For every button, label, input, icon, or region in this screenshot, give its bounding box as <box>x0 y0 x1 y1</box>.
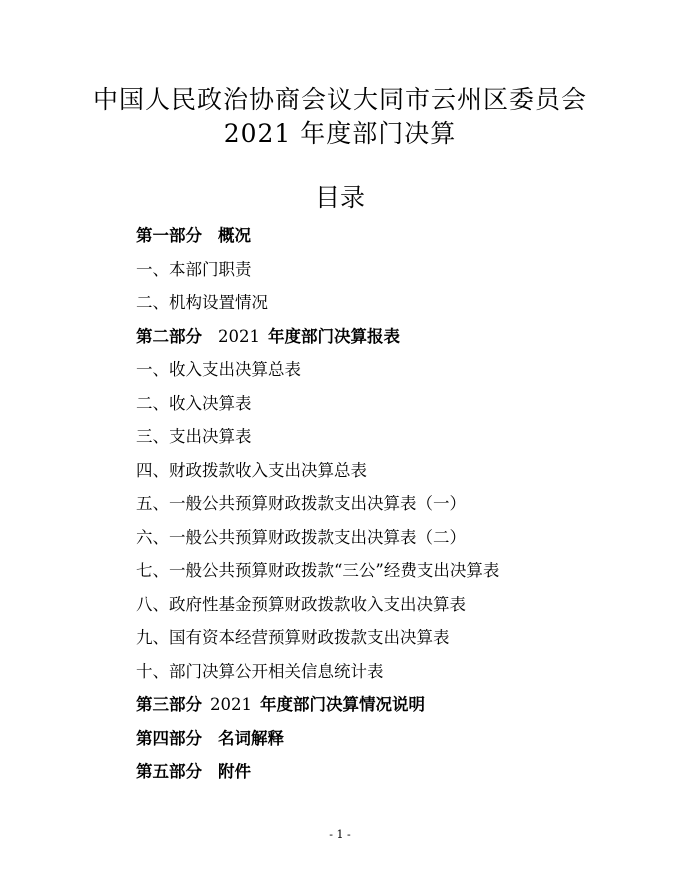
toc-part-5-title: 附件 <box>218 762 251 781</box>
toc-part-5-label: 第五部分 <box>136 762 202 781</box>
toc-part-5 <box>136 755 499 789</box>
toc-item-report-3: 三、支出决算表 <box>136 427 252 446</box>
document-title-line-1: 中国人民政治协商会议大同市云州区委员会 <box>92 85 587 114</box>
toc-item-report-8: 八、政府性基金预算财政拨款收入支出决算表 <box>136 594 466 614</box>
toc-part-3-title: 年度部门决算情况说明 <box>260 695 425 714</box>
toc-part-3-year: 2021 <box>210 695 252 714</box>
toc-item-responsibilities: 一、本部门职责 <box>136 259 252 279</box>
toc-item-report-9: 九、国有资本经营预算财政拨款支出决算表 <box>136 628 450 647</box>
toc-item-report-5: 五、一般公共预算财政拨款支出决算表（一） <box>136 494 466 513</box>
toc-item-report-7: 七、一般公共预算财政拨款“三公”经费支出决算表 <box>136 561 500 580</box>
toc-part-2-year: 2021 <box>218 326 260 346</box>
toc-item-report-4: 四、财政拨款收入支出决算总表 <box>136 460 367 480</box>
table-of-contents <box>136 219 499 789</box>
toc-part-2-title: 年度部门决算报表 <box>268 326 400 346</box>
toc-part-2-label: 第二部分 <box>136 326 202 346</box>
toc-item-report-10: 十、部门决算公开相关信息统计表 <box>136 661 384 681</box>
toc-item-organization: 二、机构设置情况 <box>136 293 268 312</box>
page-number: - 1 - <box>329 828 351 841</box>
toc-item-report-1: 一、收入支出决算总表 <box>136 360 301 379</box>
toc-part-1 <box>136 219 499 253</box>
toc-part-4-title: 名词解释 <box>218 728 284 748</box>
toc-part-4 <box>136 722 499 756</box>
toc-part-3 <box>136 688 499 722</box>
toc-item-report-6: 六、一般公共预算财政拨款支出决算表（二） <box>136 527 466 547</box>
toc-part-1-label: 第一部分 <box>136 226 202 245</box>
toc-item-report-2: 二、收入决算表 <box>136 393 252 413</box>
toc-heading: 目录 <box>314 183 365 212</box>
toc-part-1-title: 概况 <box>218 226 251 245</box>
toc-part-4-label: 第四部分 <box>136 728 202 748</box>
toc-part-2 <box>136 320 499 354</box>
document-title-line-2: 2021 年度部门决算 <box>223 119 457 148</box>
toc-part-3-label: 第三部分 <box>136 695 202 714</box>
